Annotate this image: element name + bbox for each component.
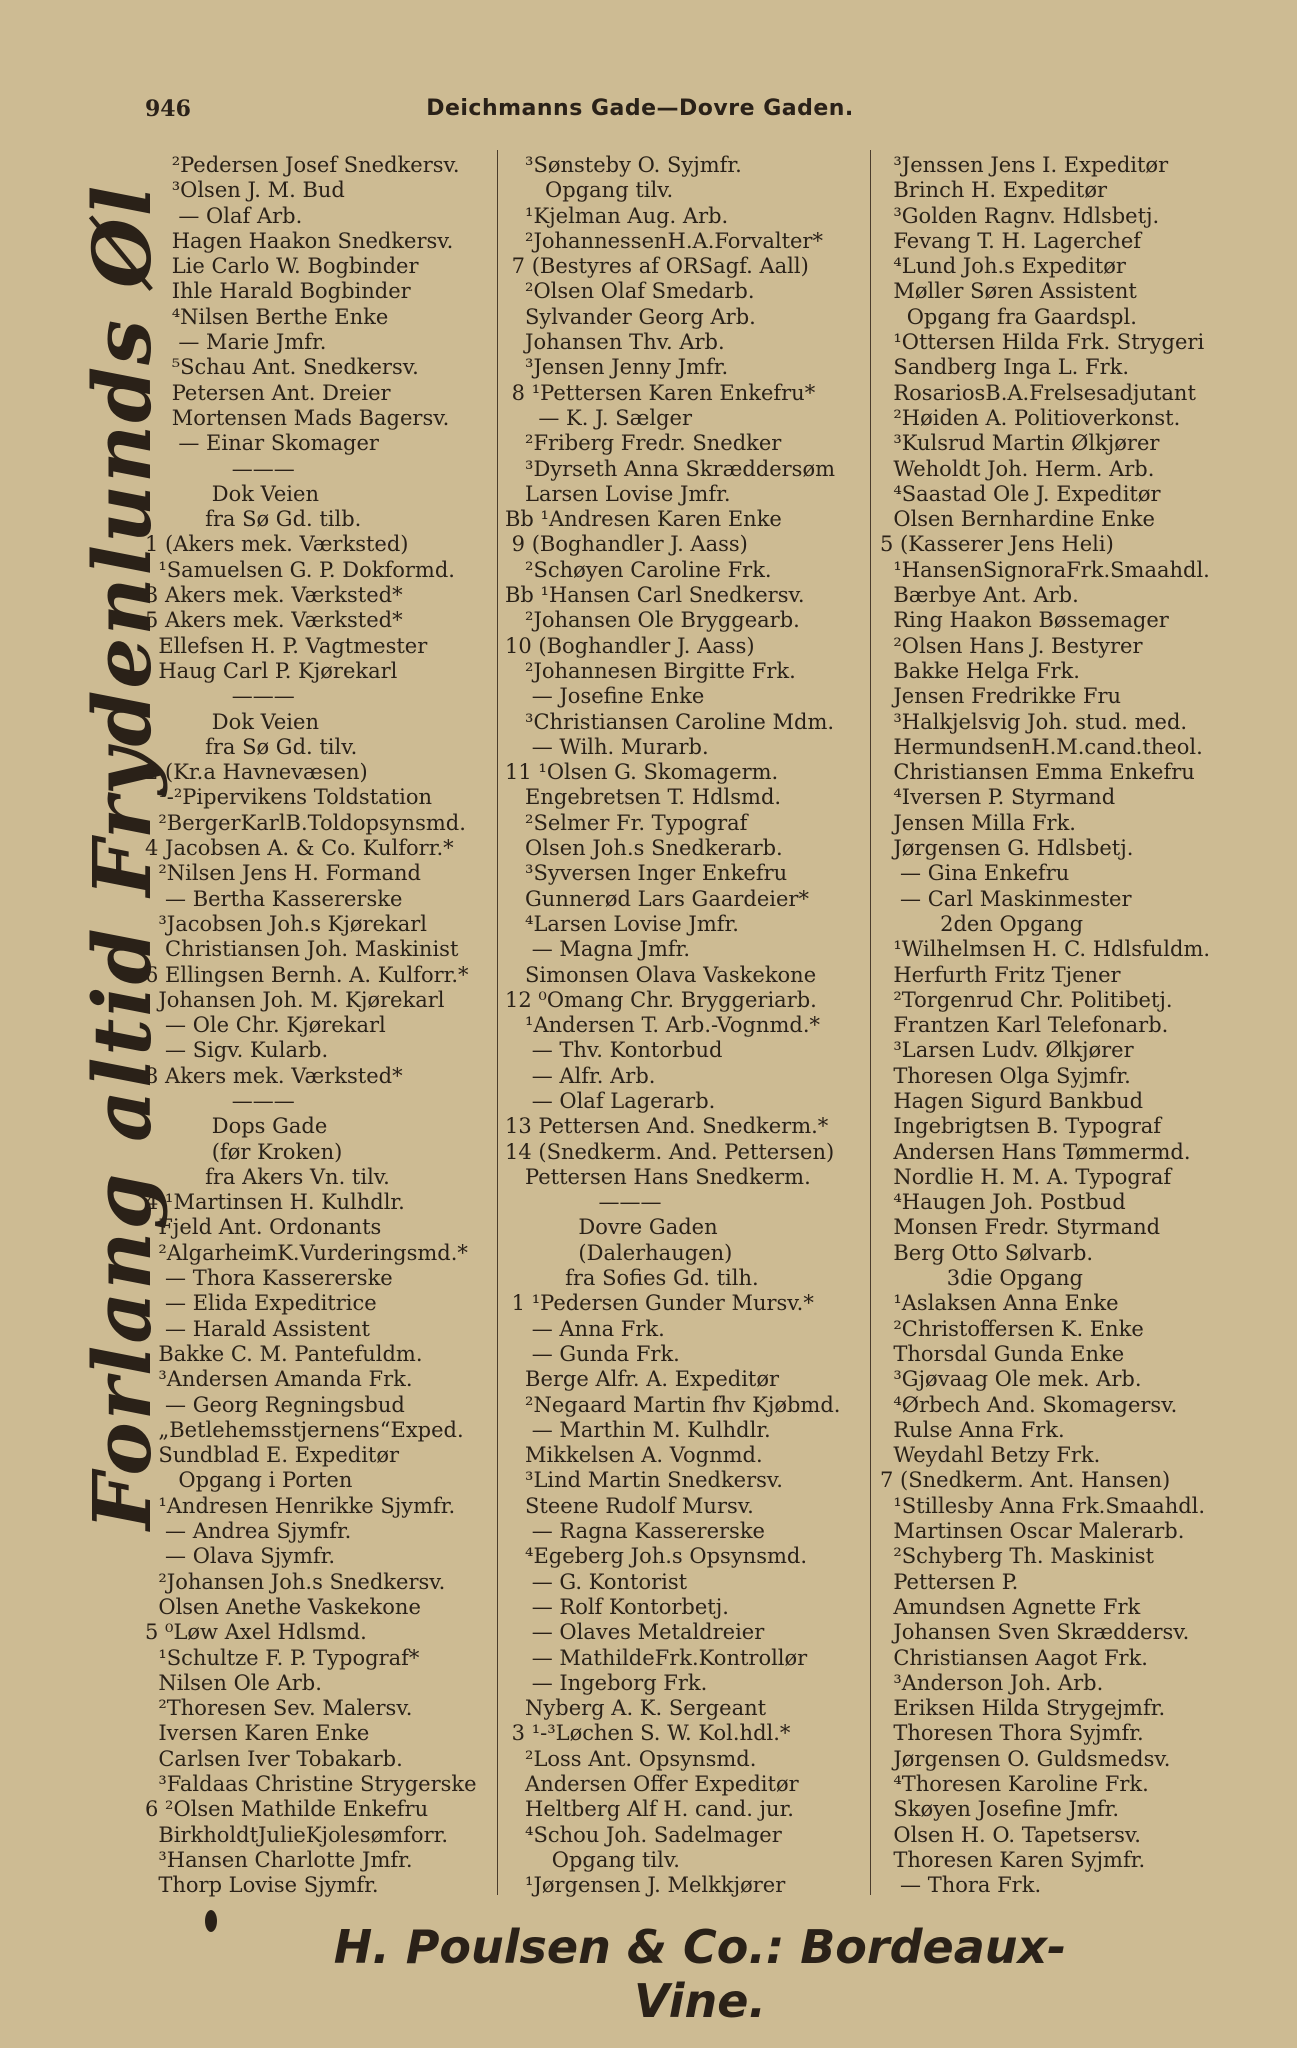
directory-entry: Hagen Sigurd Bankbud bbox=[880, 1088, 1144, 1113]
directory-entry: ——— bbox=[505, 1190, 662, 1215]
directory-entry: RosariosB.A.Frelsesadjutant bbox=[880, 380, 1196, 405]
directory-entry: Johansen Joh. M. Kjørekarl bbox=[145, 987, 445, 1012]
directory-entry: ¹Jørgensen J. Melkkjører bbox=[505, 1873, 786, 1898]
directory-entry: 5 Akers mek. Værksted* bbox=[145, 608, 403, 633]
directory-entry: ²Negaard Martin fhv Kjøbmd. bbox=[505, 1392, 841, 1417]
directory-entry: Opgang tilv. bbox=[505, 1847, 680, 1872]
directory-entry: ⁴Schou Joh. Sadelmager bbox=[505, 1822, 782, 1847]
directory-entry: ⁴Haugen Joh. Postbud bbox=[880, 1190, 1126, 1215]
directory-entry: 4 ¹Martinsen H. Kulhdlr. bbox=[145, 1190, 405, 1215]
directory-entry: 10 (Boghandler J. Aass) bbox=[505, 633, 755, 658]
directory-entry: Amundsen Agnette Frk bbox=[880, 1594, 1141, 1619]
directory-entry: — Gina Enkefru bbox=[880, 861, 1070, 886]
directory-entry: Gunnerød Lars Gaardeier* bbox=[505, 886, 809, 911]
directory-entry: Bærbye Ant. Arb. bbox=[880, 583, 1079, 608]
directory-entry: ⁵Schau Ant. Snedkersv. bbox=[145, 355, 419, 380]
directory-entry: Ring Haakon Bøssemager bbox=[880, 608, 1169, 633]
directory-entry: Iversen Karen Enke bbox=[145, 1721, 370, 1746]
directory-entry: ¹Stillesby Anna Frk.Smaahdl. bbox=[880, 1493, 1206, 1518]
directory-entry: fra Sø Gd. tilv. bbox=[145, 734, 358, 759]
directory-entry: ³Golden Ragnv. Hdlsbetj. bbox=[880, 203, 1160, 228]
directory-entry: Simonsen Olava Vaskekone bbox=[505, 962, 817, 987]
directory-entry: ¹HansenSignoraFrk.Smaahdl. bbox=[880, 557, 1210, 582]
directory-entry: ³Hansen Charlotte Jmfr. bbox=[145, 1847, 413, 1872]
directory-entry: Bb ¹Andresen Karen Enke bbox=[505, 507, 782, 532]
directory-entry: Bakke C. M. Pantefuldm. bbox=[145, 1341, 423, 1366]
directory-entry: Olsen Bernhardine Enke bbox=[880, 507, 1155, 532]
directory-entry: — Einar Skomager bbox=[145, 431, 379, 456]
directory-entry: Jensen Milla Frk. bbox=[880, 810, 1076, 835]
page-header: Deichmanns Gade—Dovre Gaden. bbox=[426, 96, 854, 121]
directory-entry: ²Johansen Joh.s Snedkersv. bbox=[145, 1569, 446, 1594]
directory-entry: Ingebrigtsen B. Typograf bbox=[880, 1114, 1162, 1139]
directory-entry: — Elida Expeditrice bbox=[145, 1291, 377, 1316]
directory-entry: Andersen Hans Tømmermd. bbox=[880, 1139, 1191, 1164]
directory-entry: ⁴Ørbech And. Skomagersv. bbox=[880, 1392, 1178, 1417]
directory-entry: ³Kulsrud Martin Ølkjører bbox=[880, 431, 1160, 456]
directory-entry: Jensen Fredrikke Fru bbox=[880, 684, 1122, 709]
directory-entry: Thoresen Karen Syjmfr. bbox=[880, 1847, 1146, 1872]
directory-entry: Frantzen Karl Telefonarb. bbox=[880, 1013, 1169, 1038]
directory-entry: 3die Opgang bbox=[880, 1266, 1083, 1291]
directory-entry: Skøyen Josefine Jmfr. bbox=[880, 1797, 1120, 1822]
directory-entry: — Andrea Sjymfr. bbox=[145, 1519, 352, 1544]
directory-entry: 4 Jacobsen A. & Co. Kulforr.* bbox=[145, 836, 454, 861]
directory-entry: ²Thoresen Sev. Malersv. bbox=[145, 1696, 413, 1721]
directory-entry: Berg Otto Sølvarb. bbox=[880, 1240, 1094, 1265]
directory-entry: Nilsen Ole Arb. bbox=[145, 1670, 322, 1695]
directory-entry: 9 (Boghandler J. Aass) bbox=[505, 532, 748, 557]
directory-entry: — Josefine Enke bbox=[505, 684, 705, 709]
directory-entry: 1 (Akers mek. Værksted) bbox=[145, 532, 409, 557]
directory-entry: Olsen Joh.s Snedkerarb. bbox=[505, 836, 783, 861]
directory-entry: Sandberg Inga L. Frk. bbox=[880, 355, 1130, 380]
directory-entry: Carlsen Iver Tobakarb. bbox=[145, 1746, 403, 1771]
directory-entry: ——— bbox=[145, 456, 295, 481]
directory-entry: Thorsdal Gunda Enke bbox=[880, 1341, 1125, 1366]
column-2 bbox=[505, 153, 865, 1898]
directory-entry: — Olaf Arb. bbox=[145, 203, 303, 228]
directory-entry: Dok Veien bbox=[145, 709, 319, 734]
side-advertisement: Forlang altid Frydenlunds Øl bbox=[75, 183, 169, 1530]
directory-entry: — Sigv. Kularb. bbox=[145, 1038, 329, 1063]
directory-entry: ³Sønsteby O. Syjmfr. bbox=[505, 153, 742, 177]
column-1 bbox=[145, 153, 495, 1898]
directory-entry: — Georg Regningsbud bbox=[145, 1392, 405, 1417]
directory-entry: ²Johannesen Birgitte Frk. bbox=[505, 658, 796, 683]
directory-entry: ⁴Saastad Ole J. Expeditør bbox=[880, 481, 1161, 506]
directory-entry: ²Torgenrud Chr. Politibetj. bbox=[880, 987, 1173, 1012]
directory-entry: ²Schyberg Th. Maskinist bbox=[880, 1544, 1154, 1569]
directory-entry: Bb ¹Hansen Carl Snedkersv. bbox=[505, 583, 805, 608]
directory-entry: fra Sø Gd. tilb. bbox=[145, 507, 362, 532]
directory-entry: Christiansen Aagot Frk. bbox=[880, 1645, 1148, 1670]
directory-entry: ²Friberg Fredr. Snedker bbox=[505, 431, 782, 456]
directory-entry: 8 Akers mek. Værksted* bbox=[145, 1063, 403, 1088]
directory-entry: ²Høiden A. Politioverkonst. bbox=[880, 405, 1181, 430]
directory-entry: Berge Alfr. A. Expeditør bbox=[505, 1367, 780, 1392]
directory-entry: 13 Pettersen And. Snedkerm.* bbox=[505, 1114, 829, 1139]
directory-entry: — Marie Jmfr. bbox=[145, 330, 327, 355]
directory-entry: — Bertha Kassererske bbox=[145, 886, 403, 911]
directory-entry: Johansen Thv. Arb. bbox=[505, 330, 725, 355]
directory-entry: 3 Akers mek. Værksted* bbox=[145, 583, 403, 608]
directory-entry: ²Olsen Olaf Smedarb. bbox=[505, 279, 755, 304]
directory-entry: ²Schøyen Caroline Frk. bbox=[505, 557, 772, 582]
directory-entry: BirkholdtJulieKjolesømforr. bbox=[145, 1822, 449, 1847]
directory-entry: ²AlgarheimK.Vurderingsmd.* bbox=[145, 1240, 468, 1265]
directory-entry: — Thv. Kontorbud bbox=[505, 1038, 723, 1063]
ornament-dot bbox=[205, 1910, 217, 1932]
directory-entry: ⁴Nilsen Berthe Enke bbox=[145, 304, 389, 329]
directory-entry: Monsen Fredr. Styrmand bbox=[880, 1215, 1161, 1240]
directory-entry: Herfurth Fritz Tjener bbox=[880, 962, 1121, 987]
directory-entry: (Dalerhaugen) bbox=[505, 1240, 733, 1265]
directory-entry: Thoresen Olga Syjmfr. bbox=[880, 1063, 1131, 1088]
directory-entry: — Rolf Kontorbetj. bbox=[505, 1594, 729, 1619]
directory-entry: — Ragna Kassererske bbox=[505, 1519, 765, 1544]
directory-entry: ³Halkjelsvig Joh. stud. med. bbox=[880, 709, 1188, 734]
directory-entry: Eriksen Hilda Strygejmfr. bbox=[880, 1696, 1166, 1721]
directory-entry: Christiansen Emma Enkefru bbox=[880, 760, 1195, 785]
directory-entry: Haug Carl P. Kjørekarl bbox=[145, 658, 398, 683]
directory-entry: ³Jenssen Jens I. Expeditør bbox=[880, 153, 1169, 177]
directory-entry: Olsen H. O. Tapetsersv. bbox=[880, 1822, 1141, 1847]
directory-entry: — Ole Chr. Kjørekarl bbox=[145, 1013, 386, 1038]
directory-entry: 12 ⁰Omang Chr. Bryggeriarb. bbox=[505, 987, 817, 1012]
directory-entry: Sylvander Georg Arb. bbox=[505, 304, 756, 329]
directory-entry: ¹Kjelman Aug. Arb. bbox=[505, 203, 729, 228]
directory-entry: Ellefsen H. P. Vagtmester bbox=[145, 633, 428, 658]
directory-entry: — G. Kontorist bbox=[505, 1569, 688, 1594]
directory-entry: Engebretsen T. Hdlsmd. bbox=[505, 785, 782, 810]
directory-entry: ³Lind Martin Snedkersv. bbox=[505, 1468, 783, 1493]
directory-entry: 8 ¹Pettersen Karen Enkefru* bbox=[505, 380, 816, 405]
directory-entry: fra Akers Vn. tilv. bbox=[145, 1164, 390, 1189]
directory-entry: — Olaf Lagerarb. bbox=[505, 1088, 716, 1113]
directory-entry: ¹Samuelsen G. P. Dokformd. bbox=[145, 557, 455, 582]
page-number: 946 bbox=[145, 96, 191, 122]
directory-entry: 1 ¹Pedersen Gunder Mursv.* bbox=[505, 1291, 814, 1316]
directory-entry: Brinch H. Expeditør bbox=[880, 178, 1108, 203]
directory-entry: Martinsen Oscar Malerarb. bbox=[880, 1519, 1185, 1544]
directory-entry: — Ingeborg Frk. bbox=[505, 1670, 708, 1695]
directory-entry: 14 (Snedkerm. And. Pettersen) bbox=[505, 1139, 835, 1164]
directory-entry: — Wilh. Murarb. bbox=[505, 734, 709, 759]
directory-entry: ²Pedersen Josef Snedkersv. bbox=[145, 153, 460, 177]
directory-entry: — Gunda Frk. bbox=[505, 1341, 680, 1366]
directory-entry: ²BergerKarlB.Toldopsynsmd. bbox=[145, 810, 466, 835]
directory-entry: — Thora Frk. bbox=[880, 1873, 1042, 1898]
directory-entry: — Olaves Metaldreier bbox=[505, 1620, 765, 1645]
directory-entry: Fevang T. H. Lagerchef bbox=[880, 228, 1142, 253]
directory-entry: ³Andersen Amanda Frk. bbox=[145, 1367, 413, 1392]
directory-entry: Opgang i Porten bbox=[145, 1468, 353, 1493]
directory-entry: ³Gjøvaag Ole mek. Arb. bbox=[880, 1367, 1142, 1392]
directory-entry: Nyberg A. K. Sergeant bbox=[505, 1696, 767, 1721]
directory-entry: Møller Søren Assistent bbox=[880, 279, 1137, 304]
directory-entry: Heltberg Alf H. cand. jur. bbox=[505, 1797, 794, 1822]
directory-entry: 3 ¹-³Løchen S. W. Kol.hdl.* bbox=[505, 1721, 791, 1746]
directory-entry: Jørgensen O. Guldsmedsv. bbox=[880, 1746, 1171, 1771]
directory-entry: ¹Wilhelmsen H. C. Hdlsfuldm. bbox=[880, 937, 1211, 962]
directory-entry: ⁴Lund Joh.s Expeditør bbox=[880, 254, 1126, 279]
directory-entry: Thoresen Thora Syjmfr. bbox=[880, 1721, 1144, 1746]
directory-entry: — Marthin M. Kulhdlr. bbox=[505, 1417, 771, 1442]
directory-entry: — Magna Jmfr. bbox=[505, 937, 691, 962]
directory-entry: Nordlie H. M. A. Typograf bbox=[880, 1164, 1172, 1189]
directory-entry: Hagen Haakon Snedkersv. bbox=[145, 228, 454, 253]
directory-entry: Olsen Anethe Vaskekone bbox=[145, 1594, 421, 1619]
directory-entry: Mortensen Mads Bagersv. bbox=[145, 405, 450, 430]
directory-entry: Larsen Lovise Jmfr. bbox=[505, 481, 731, 506]
directory-entry: ³Dyrseth Anna Skræddersøm bbox=[505, 456, 836, 481]
directory-entry: — Carl Maskinmester bbox=[880, 886, 1132, 911]
directory-entry: Ihle Harald Bogbinder bbox=[145, 279, 411, 304]
directory-entry: ²Christoffersen K. Enke bbox=[880, 1316, 1144, 1341]
directory-entry: 5 ⁰Løw Axel Hdlsmd. bbox=[145, 1620, 367, 1645]
directory-entry: ⁴Egeberg Joh.s Opsynsmd. bbox=[505, 1544, 808, 1569]
directory-entry: 7 (Bestyres af ORSagf. Aall) bbox=[505, 254, 809, 279]
directory-entry: Dovre Gaden bbox=[505, 1215, 718, 1240]
directory-entry: ²Nilsen Jens H. Formand bbox=[145, 861, 421, 886]
directory-entry: Pettersen Hans Snedkerm. bbox=[505, 1164, 811, 1189]
directory-entry: ⁴Larsen Lovise Jmfr. bbox=[505, 911, 739, 936]
directory-entry: ¹Aslaksen Anna Enke bbox=[880, 1291, 1119, 1316]
directory-entry: Dops Gade bbox=[145, 1114, 328, 1139]
column-divider bbox=[870, 150, 871, 1895]
directory-entry: ³Christiansen Caroline Mdm. bbox=[505, 709, 835, 734]
directory-entry: Mikkelsen A. Vognmd. bbox=[505, 1443, 763, 1468]
directory-entry: ³Olsen J. M. Bud bbox=[145, 178, 345, 203]
directory-entry: ³Syversen Inger Enkefru bbox=[505, 861, 788, 886]
directory-entry: — Olava Sjymfr. bbox=[145, 1544, 336, 1569]
directory-entry: Pettersen P. bbox=[880, 1569, 1019, 1594]
directory-entry: fra Sofies Gd. tilh. bbox=[505, 1266, 759, 1291]
directory-entry: Opgang fra Gaardspl. bbox=[880, 304, 1137, 329]
directory-entry: Rulse Anna Frk. bbox=[880, 1417, 1065, 1442]
directory-entry: Jørgensen G. Hdlsbetj. bbox=[880, 836, 1134, 861]
directory-entry: — Harald Assistent bbox=[145, 1316, 370, 1341]
directory-entry: ³Anderson Joh. Arb. bbox=[880, 1670, 1104, 1695]
directory-entry: ²Johansen Ole Bryggearb. bbox=[505, 608, 800, 633]
directory-entry: ¹Andersen T. Arb.-Vognmd.* bbox=[505, 1013, 820, 1038]
directory-entry: HermundsenH.M.cand.theol. bbox=[880, 734, 1203, 759]
directory-entry: Weholdt Joh. Herm. Arb. bbox=[880, 456, 1155, 481]
directory-entry: ³Larsen Ludv. Ølkjører bbox=[880, 1038, 1134, 1063]
directory-entry: 2den Opgang bbox=[880, 911, 1084, 936]
directory-entry: Weydahl Betzy Frk. bbox=[880, 1443, 1101, 1468]
directory-entry: 6 ²Olsen Mathilde Enkefru bbox=[145, 1797, 429, 1822]
column-divider bbox=[497, 150, 498, 1895]
directory-entry: ¹Schultze F. P. Typograf* bbox=[145, 1645, 420, 1670]
directory-entry: 11 ¹Olsen G. Skomagerm. bbox=[505, 760, 779, 785]
directory-entry: Steene Rudolf Mursv. bbox=[505, 1493, 754, 1518]
directory-entry: ³Faldaas Christine Strygerske bbox=[145, 1772, 477, 1796]
directory-entry: ——— bbox=[145, 684, 295, 709]
directory-entry: 5 (Kasserer Jens Heli) bbox=[880, 532, 1114, 557]
directory-entry: Thorp Lovise Sjymfr. bbox=[145, 1873, 379, 1898]
footer-advertisement: H. Poulsen & Co.: Bordeaux-Vine. bbox=[333, 1920, 1067, 2028]
directory-entry: ²Loss Ant. Opsynsmd. bbox=[505, 1746, 757, 1771]
directory-entry: ²JohannessenH.A.Forvalter* bbox=[505, 228, 823, 253]
directory-entry: 7 (Snedkerm. Ant. Hansen) bbox=[880, 1468, 1171, 1493]
directory-entry: ⁴Thoresen Karoline Frk. bbox=[880, 1772, 1149, 1796]
directory-entry: ⁴Iversen P. Styrmand bbox=[880, 785, 1116, 810]
directory-entry: ²Selmer Fr. Typograf bbox=[505, 810, 748, 835]
directory-entry: — MathildeFrk.Kontrollør bbox=[505, 1645, 808, 1670]
directory-entry: Dok Veien bbox=[145, 481, 319, 506]
directory-entry: 6 Ellingsen Bernh. A. Kulforr.* bbox=[145, 962, 469, 987]
directory-entry: „Betlehemsstjernens“Exped. bbox=[145, 1417, 464, 1442]
directory-entry: Bakke Helga Frk. bbox=[880, 658, 1080, 683]
directory-entry: ——— bbox=[145, 1088, 295, 1113]
directory-entry: ³Jensen Jenny Jmfr. bbox=[505, 355, 729, 380]
directory-entry: — K. J. Sælger bbox=[505, 405, 692, 430]
directory-entry: Petersen Ant. Dreier bbox=[145, 380, 391, 405]
directory-entry: (før Kroken) bbox=[145, 1139, 343, 1164]
directory-entry: Fjeld Ant. Ordonants bbox=[145, 1215, 382, 1240]
directory-entry: Lie Carlo W. Bogbinder bbox=[145, 254, 419, 279]
directory-entry: Sundblad E. Expeditør bbox=[145, 1443, 400, 1468]
directory-entry: — Alfr. Arb. bbox=[505, 1063, 656, 1088]
directory-entry: Andersen Offer Expeditør bbox=[505, 1772, 799, 1796]
directory-entry: 2 (Kr.a Havnevæsen) bbox=[145, 760, 368, 785]
directory-entry: ¹Ottersen Hilda Frk. Strygeri bbox=[880, 330, 1205, 355]
directory-entry: — Anna Frk. bbox=[505, 1316, 665, 1341]
directory-entry: ³Jacobsen Joh.s Kjørekarl bbox=[145, 911, 427, 936]
column-3 bbox=[880, 153, 1275, 1898]
directory-entry: Christiansen Joh. Maskinist bbox=[145, 937, 459, 962]
directory-entry: — Thora Kassererske bbox=[145, 1266, 393, 1291]
directory-entry: ¹-²Pipervikens Toldstation bbox=[145, 785, 432, 810]
directory-entry: ²Olsen Hans J. Bestyrer bbox=[880, 633, 1143, 658]
directory-entry: ¹Andresen Henrikke Sjymfr. bbox=[145, 1493, 456, 1518]
directory-entry: Opgang tilv. bbox=[505, 178, 674, 203]
directory-entry: Johansen Sven Skræddersv. bbox=[880, 1620, 1190, 1645]
